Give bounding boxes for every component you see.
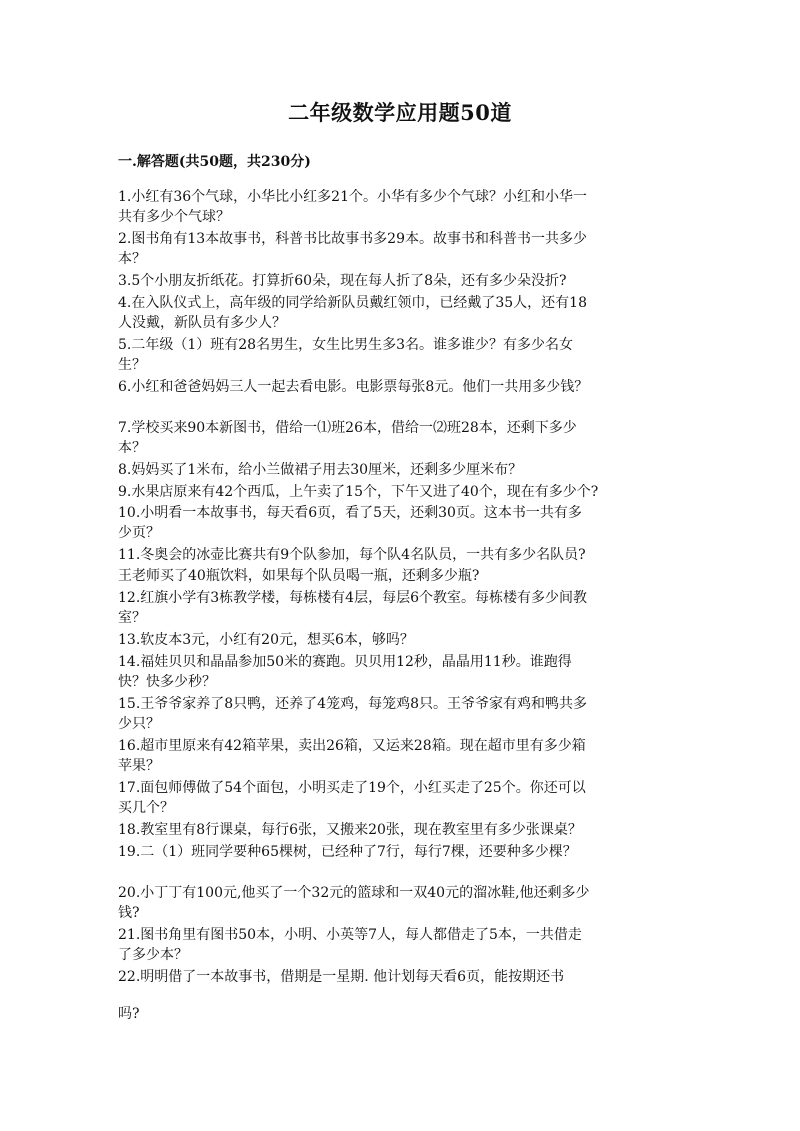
question-line: 18.教室里有8行课桌，每行6张，又搬来20张，现在教室里有多少张课桌？ (118, 822, 582, 838)
question-line: 16.超市里原来有42箱苹果，卖出26箱，又运来28箱。现在超市里有多少箱 (118, 738, 586, 754)
section-heading: 一.解答题(共50题，共230分) (118, 154, 311, 170)
question-line: 快？快多少秒？ (118, 674, 216, 690)
question-line: 2.图书角有13本故事书，科普书比故事书多29本。故事书和科普书一共多少 (118, 231, 587, 247)
question-line: 本？ (118, 251, 146, 267)
question-line: 14.福娃贝贝和晶晶参加50米的赛跑。贝贝用12秒，晶晶用11秒。谁跑得 (118, 654, 572, 670)
question-line: 室？ (118, 610, 146, 626)
question-line: 4.在入队仪式上，高年级的同学给新队员戴红领巾，已经戴了35人，还有18 (118, 295, 587, 311)
question-line: 1.小红有36个气球，小华比小红多21个。小华有多少个气球？小红和小华一 (118, 189, 587, 205)
question-line: 19.二（1）班同学要种65棵树，已经种了7行，每行7棵，还要种多少棵？ (118, 844, 577, 860)
question-line: 钱? (118, 905, 140, 921)
question-line: 17.面包师傅做了54个面包，小明买走了19个，小红买走了25个。你还可以 (118, 780, 586, 796)
question-line: 王老师买了40瓶饮料，如果每个队员喝一瓶，还剩多少瓶? (118, 568, 480, 584)
question-line: 20.小丁丁有100元,他买了一个32元的篮球和一双40元的溜冰鞋,他还剩多少 (118, 885, 590, 901)
question-line: 12.红旗小学有3栋教学楼，每栋楼有4层，每层6个教室。每栋楼有多少间教 (118, 590, 587, 606)
question-line: 13.软皮本3元，小红有20元，想买6本，够吗？ (118, 632, 414, 648)
question-line: 22.明明借了一本故事书，借期是一星期. 他计划每天看6页，能按期还书 (118, 969, 565, 985)
question-line: 11.冬奥会的冰壶比赛共有9个队参加，每个队4名队员，一共有多少名队员? (118, 547, 586, 563)
question-line: 5.二年级（1）班有28名男生，女生比男生多3名。谁多谁少？有多少名女 (118, 337, 573, 353)
question-line: 6.小红和爸爸妈妈三人一起去看电影。电影票每张8元。他们一共用多少钱？ (118, 379, 589, 395)
question-line: 15.王爷爷家养了8只鸭，还养了4笼鸡，每笼鸡8只。王爷爷家有鸡和鸭共多 (118, 696, 587, 712)
question-line: 共有多少个气球？ (118, 209, 230, 225)
question-line: 10.小明看一本故事书，每天看6页，看了5天，还剩30页。这本书一共有多 (118, 505, 582, 521)
question-line: 本？ (118, 440, 146, 456)
question-line: 苹果？ (118, 758, 160, 774)
question-line: 少只？ (118, 716, 160, 732)
question-line: 人没戴，新队员有多少人？ (118, 315, 286, 331)
question-line: 少页？ (118, 525, 160, 541)
question-line: 8.妈妈买了1米布，给小兰做裙子用去30厘米，还剩多少厘米布？ (118, 462, 523, 478)
question-line: 21.图书角里有图书50本，小明、小英等7人，每人都借走了5本，一共借走 (118, 927, 582, 943)
question-line: 买几个？ (118, 800, 174, 816)
question-line: 9.水果店原来有42个西瓜，上午卖了15个，下午又进了40个，现在有多少个? (118, 484, 599, 500)
question-line: 吗? (118, 1006, 140, 1022)
question-line: 3.5个小朋友折纸花。打算折60朵，现在每人折了8朵，还有多少朵没折? (118, 273, 567, 289)
question-line: 7.学校买来90本新图书，借给一⑴班26本，借给一⑵班28本，还剩下多少 (118, 420, 577, 436)
page-title: 二年级数学应用题50道 (288, 100, 512, 125)
question-line: 了多少本？ (118, 947, 188, 963)
question-line: 生？ (118, 357, 146, 373)
